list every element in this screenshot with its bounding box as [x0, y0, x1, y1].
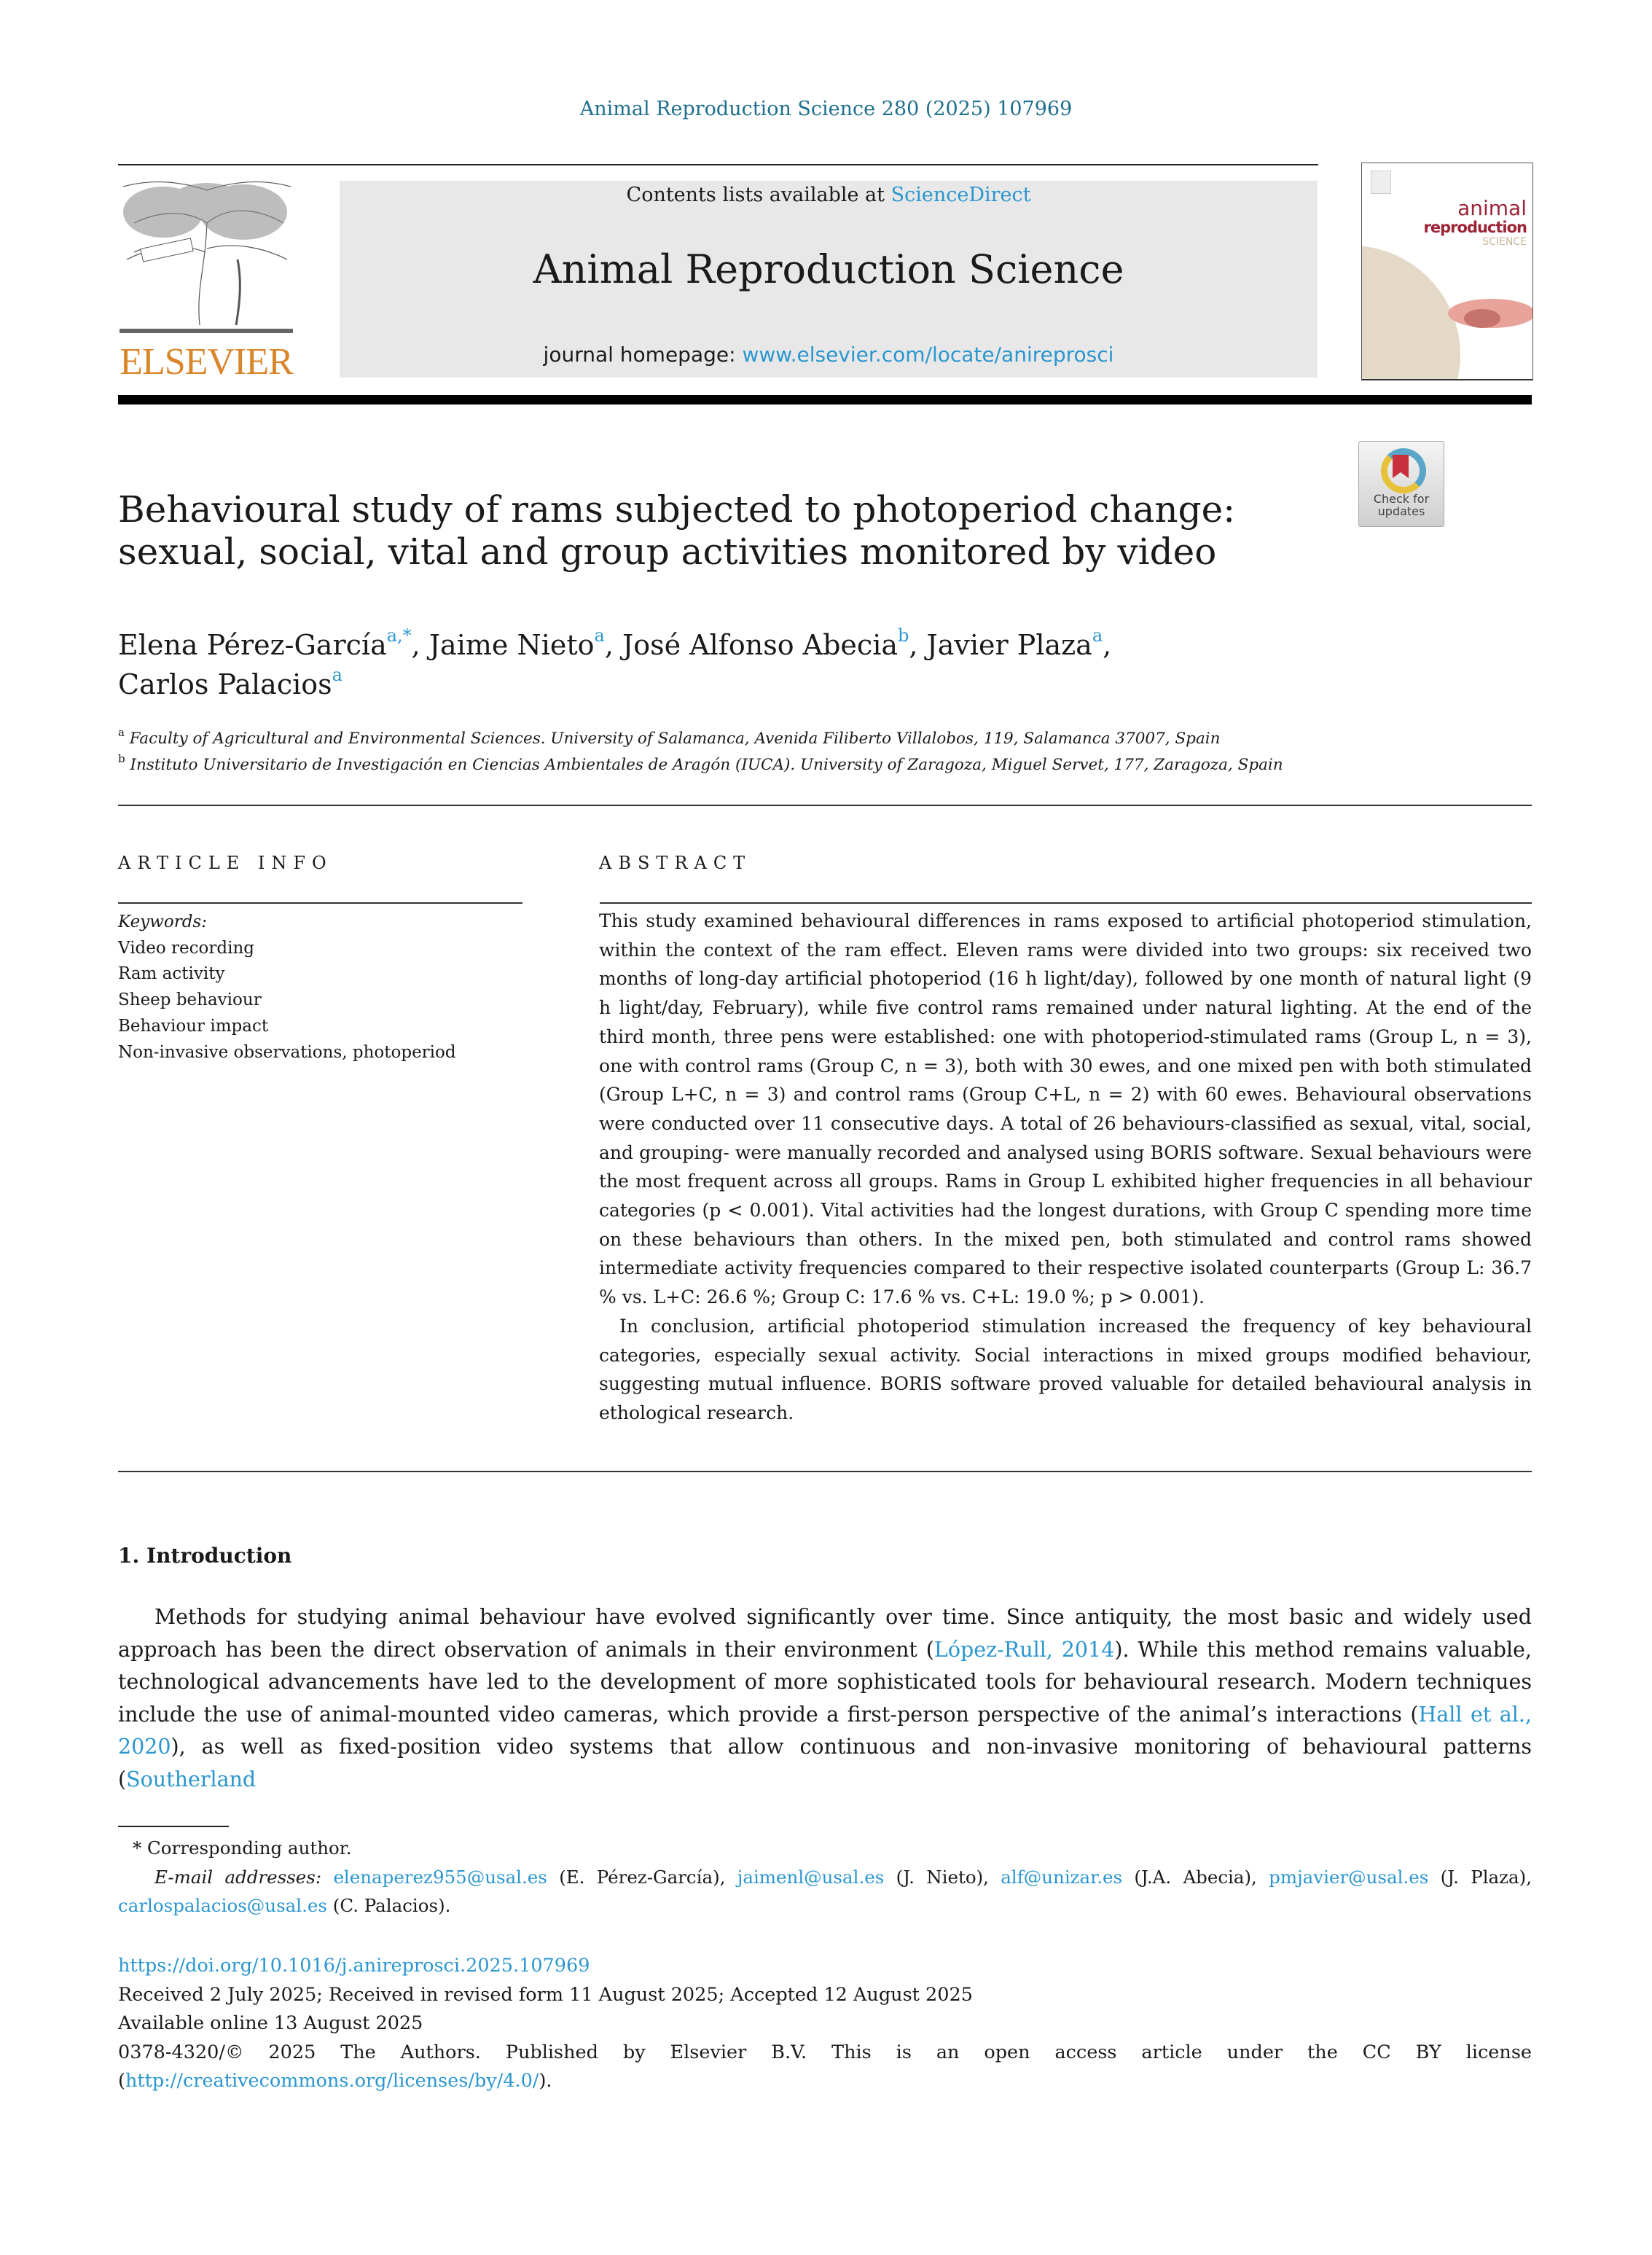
abstract-paragraph: This study examined behavioural differences in rams exposed to artificial photoperiod stimulation, within the context of the ram effect. Eleven rams were divided into two groups: six received two months of long-day artificial photoperiod (16 h light/day), followed by one month of natural light (9 h light/day, February), while five control rams remained under natural lighting. At the end of the third month, three pens were established: one with photoperiod-stimulated rams (Group L, n = 3), one with control rams (Group C, n = 3), both with 30 ewes, and one mixed pen with both stimulated (Group L+C, n = 3) and control rams (Group C+L, n = 2) with 60 ewes. Behavioural observations were conducted over 11 consecutive days. A total of 26 behaviours-classified as sexual, vital, social, and grouping- were manually recorded and analysed using BORIS software. Sexual behaviours were the most frequent across all groups. Rams in Group L exhibited higher frequencies in all behaviour categories (p < 0.001). Vital activities had the longest durations, with Group C spending more time on these behaviours than others. In the mixed pen, both stimulated and control rams showed intermediate activity frequencies compared to their respective isolated counterparts (Group L: 36.7 % vs. L+C: 26.6 %; Group C: 17.6 % vs. C+L: 19.0 %; p > 0.001). — [599, 910, 1532, 1308]
section-heading-introduction: 1. Introduction — [118, 1544, 292, 1568]
keyword: Sheep behaviour — [118, 990, 262, 1010]
author[interactable]: José Alfonso Abecia — [622, 629, 898, 661]
keywords-block — [118, 910, 526, 1066]
article-info-heading: ARTICLE INFO — [118, 853, 333, 873]
masthead-divider — [118, 395, 1532, 405]
check-for-updates-button[interactable]: Check for updates — [1358, 441, 1444, 527]
journal-homepage-link[interactable]: www.elsevier.com/locate/anireprosci — [742, 343, 1114, 367]
email-link[interactable]: pmjavier@usal.es — [1269, 1866, 1429, 1888]
cover-organ-graphic-inner — [1464, 309, 1500, 328]
cover-title-line3: SCIENCE — [1482, 236, 1527, 248]
available-online: Available online 13 August 2025 — [118, 2012, 423, 2034]
sciencedirect-link[interactable]: ScienceDirect — [890, 184, 1031, 206]
author-affiliation-mark[interactable]: a — [1092, 625, 1103, 646]
abstract-paragraph: In conclusion, artificial photoperiod stimulation increased the frequency of key behavioural categories, especially sexual activity. Social interactions in mixed groups modified behaviour, suggesting mutual influence. BORIS software proved valuable for detailed behavioural analysis in ethological research. — [599, 1315, 1532, 1423]
author-affiliation-mark[interactable]: a — [332, 665, 342, 686]
affiliations — [118, 726, 1503, 778]
email-link[interactable]: jaimenl@usal.es — [737, 1866, 885, 1888]
doi-link[interactable]: https://doi.org/10.1016/j.anireprosci.2025.107969 — [118, 1955, 590, 1977]
keyword: Video recording — [118, 938, 254, 958]
author[interactable]: Carlos Palacios — [118, 668, 332, 700]
author[interactable]: Elena Pérez-García — [118, 629, 387, 661]
elsevier-logo[interactable] — [118, 179, 294, 383]
affiliation: $^b$ Instituto Universitario de Investigación en Ciencias Ambientales de Aragón (IUCA). University of Zaragoza, Miguel Servet, 177, Zaragoza, Spain — [118, 751, 1283, 774]
license-link[interactable]: http://creativecommons.org/licenses/by/4.0/ — [125, 2070, 539, 2092]
author-affiliation-mark[interactable]: a,* — [386, 625, 412, 646]
elsevier-tree-icon — [120, 179, 293, 336]
abstract-heading: ABSTRACT — [599, 853, 752, 873]
author-affiliation-mark[interactable]: a — [594, 625, 605, 646]
email-link[interactable]: alf@unizar.es — [1001, 1866, 1123, 1888]
header-rule — [118, 164, 1318, 165]
abstract-rule — [600, 902, 1532, 904]
footnotes — [118, 1834, 1532, 1920]
article-title: Behavioural study of rams subjected to photoperiod change: sexual, social, vital and group activities monitored by video — [118, 488, 1236, 573]
journal-title: Animal Reproduction Science — [533, 246, 1124, 292]
publication-info — [118, 1952, 1532, 2096]
cover-title-line2: reproduction — [1423, 219, 1527, 236]
introduction-paragraph: Methods for studying animal behaviour have evolved significantly over time. Since antiquity, the most basic and widely used approach has been the direct observation of animals in their environment (López-Rull, 2014). While this method remains valuable, technological advancements have led to the development of more sophisticated tools for behavioural research. Modern techniques include the use of animal-mounted video cameras, which provide a first-person perspective of the animal’s interactions (Hall et al., 2020), as well as fixed-position video systems that allow continuous and non-invasive monitoring of behavioural patterns (Southerland — [118, 1605, 1532, 1791]
article-history: Received 2 July 2025; Received in revised form 11 August 2025; Accepted 12 August 2025 — [118, 1983, 973, 2006]
email-link[interactable]: carlospalacios@usal.es — [118, 1895, 327, 1916]
abstract-body — [599, 907, 1532, 1428]
citation-link[interactable]: Hall et al., 2020 — [118, 1702, 1532, 1759]
license-statement: 0378-4320/© 2025 The Authors. Published by Elsevier B.V. This is an open access article under the CC BY license — [118, 2041, 1532, 2063]
keyword: Non-invasive observations, photoperiod — [118, 1042, 456, 1062]
homepage-line: journal homepage: www.elsevier.com/locate/anireprosci — [543, 343, 1114, 367]
keyword: Behaviour impact — [118, 1016, 269, 1036]
elsevier-wordmark: ELSEVIER — [120, 341, 293, 383]
email-addresses: E-mail addresses: elenaperez955@usal.es (E. Pérez-García), jaimenl@usal.es (J. Nieto), alf@unizar.es (J.A. Abecia), pmjavier@usal.es (J. Plaza), carlospalacios@usal.es (C. Palacios). — [118, 1866, 1532, 1916]
running-header[interactable]: Animal Reproduction Science 280 (2025) 107969 — [579, 98, 1073, 120]
article-info-rule — [118, 902, 522, 904]
corresponding-author-note: * Corresponding author. — [133, 1837, 352, 1859]
citation-link[interactable]: Southerland — [126, 1767, 257, 1791]
cover-disc-graphic — [1361, 246, 1460, 380]
keyword: Ram activity — [118, 964, 225, 984]
author[interactable]: Jaime Nieto — [428, 629, 595, 661]
contents-line: Contents lists available at ScienceDirect — [626, 184, 1031, 206]
author-affiliation-mark[interactable]: b — [898, 625, 909, 646]
citation-link[interactable]: López-Rull, 2014 — [933, 1637, 1115, 1662]
journal-masthead — [340, 181, 1318, 378]
license-link-line: (http://creativecommons.org/licenses/by/4.0/). — [118, 2070, 552, 2092]
footnote-rule — [118, 1826, 229, 1827]
cover-title-line1: animal — [1457, 196, 1527, 220]
email-link[interactable]: elenaperez955@usal.es — [333, 1866, 547, 1888]
author[interactable]: Javier Plaza — [926, 629, 1092, 661]
author-list: Elena Pérez-García$^{a,*}$, Jaime Nieto$^a$, José Alfonso Abecia$^b$, Javier Plaza$^a$, Carlos Palacios$^a$ — [118, 625, 1112, 700]
keywords-label: Keywords: — [118, 912, 207, 931]
section-divider — [118, 805, 1532, 806]
journal-cover-thumbnail[interactable] — [1361, 163, 1533, 380]
cover-elsevier-logo-icon — [1371, 171, 1391, 194]
section-divider-right — [600, 1471, 1532, 1472]
affiliation: $^a$ Faculty of Agricultural and Environmental Sciences. University of Salamanca, Avenida Filiberto Villalobos, 119, Salamanca 37007, Spain — [118, 725, 1221, 748]
section-divider-left — [118, 1471, 600, 1472]
